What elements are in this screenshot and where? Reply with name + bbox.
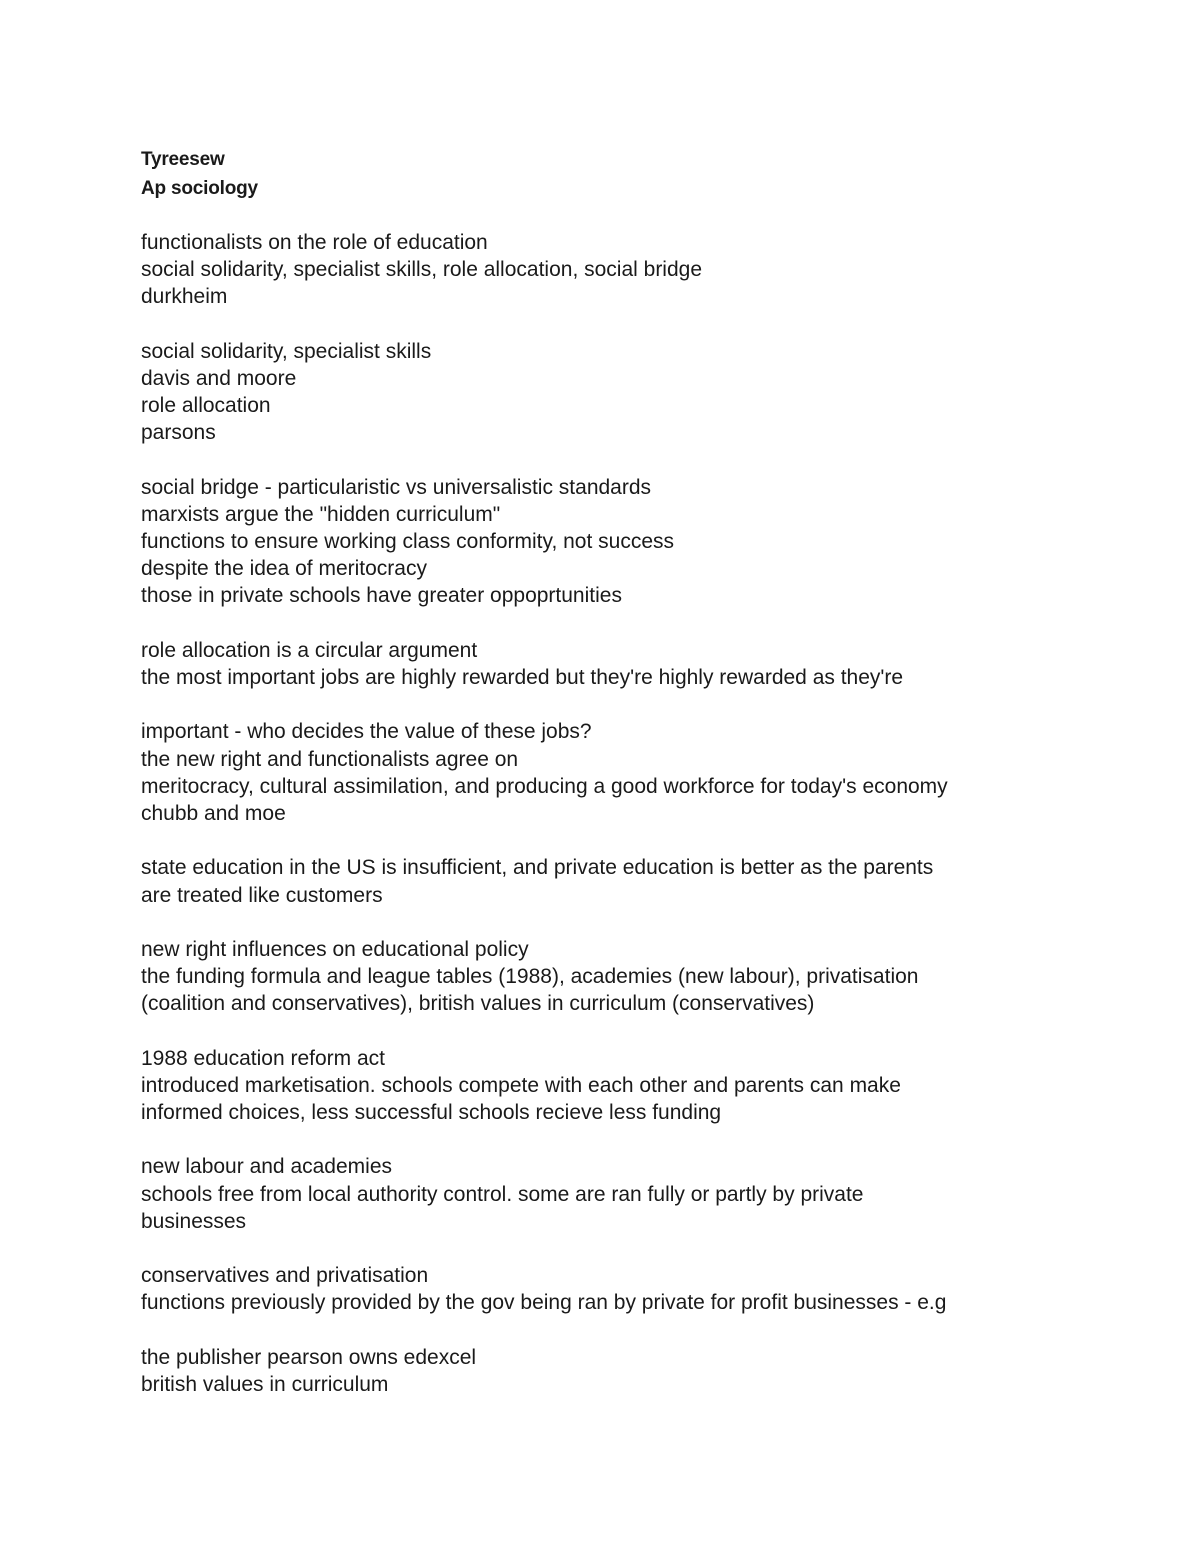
paragraph (141, 1344, 1141, 1398)
text-line: despite the idea of meritocracy (141, 557, 427, 581)
text-line: meritocracy, cultural assimilation, and producing a good workforce for today's economy (141, 774, 948, 798)
paragraph (141, 1153, 1141, 1235)
paragraph-spacer (141, 1017, 1141, 1044)
paragraph-spacer (141, 1126, 1141, 1153)
text-line: social solidarity, specialist skills (141, 339, 432, 363)
author-name: Tyreesew (141, 149, 225, 170)
paragraph-spacer (141, 610, 1141, 637)
text-line: the publisher pearson owns edexcel (141, 1345, 477, 1369)
document-body (141, 145, 1141, 1398)
text-line: marxists argue the "hidden curriculum" (141, 502, 501, 526)
text-line: important - who decides the value of these jobs? (141, 720, 592, 744)
text-line: informed choices, less successful schools recieve less funding (141, 1101, 722, 1124)
text-line: functionalists on the role of education (141, 231, 488, 254)
text-line: the new right and functionalists agree on (141, 747, 519, 771)
text-line: introduced marketisation. schools compete with each other and parents can make (141, 1073, 901, 1097)
text-line: chubb and moe (141, 801, 286, 825)
paragraph (141, 718, 1141, 827)
paragraph-spacer (141, 909, 1141, 936)
text-line: 1988 education reform act (141, 1046, 385, 1070)
text-line: durkheim (141, 285, 228, 309)
text-line: schools free from local authority control. some are ran fully or partly by private (141, 1182, 864, 1206)
paragraph (141, 1045, 1141, 1127)
text-line: new labour and academies (141, 1155, 392, 1179)
paragraph-spacer (141, 1235, 1141, 1262)
text-line: state education in the US is insufficient, and private education is better as the parents (141, 856, 934, 880)
text-line: are treated like customers (141, 883, 383, 907)
text-line: the funding formula and league tables (1988), academies (new labour), privatisation (141, 965, 919, 989)
paragraph-spacer (141, 691, 1141, 718)
text-line: (coalition and conservatives), british values in curriculum (conservatives) (141, 992, 815, 1016)
text-line: social bridge - particularistic vs universalistic standards (141, 475, 652, 499)
text-line: conservatives and privatisation (141, 1264, 429, 1288)
paragraph-spacer (141, 827, 1141, 854)
paragraph-spacer (141, 447, 1141, 474)
paragraph (141, 474, 1141, 610)
paragraph (141, 338, 1141, 447)
text-line: functions previously provided by the gov being ran by private for profit businesses - e.g (141, 1291, 947, 1315)
text-line: british values in curriculum (141, 1372, 389, 1396)
text-line: parsons (141, 421, 216, 445)
paragraph (141, 637, 1141, 691)
text-line: role allocation is a circular argument (141, 638, 478, 662)
paragraph-spacer (141, 311, 1141, 338)
paragraph (141, 229, 1141, 311)
paragraph (141, 936, 1141, 1018)
text-line: role allocation (141, 394, 271, 418)
text-line: functions to ensure working class conformity, not success (141, 530, 675, 554)
text-line: the most important jobs are highly rewarded but they're highly rewarded as they're (141, 666, 904, 689)
text-line: davis and moore (141, 366, 297, 390)
paragraph (141, 1262, 1141, 1316)
text-line: social solidarity, specialist skills, role allocation, social bridge (141, 258, 703, 282)
text-line: those in private schools have greater oppoprtunities (141, 584, 622, 608)
paragraph-spacer (141, 1317, 1141, 1344)
spacer (141, 203, 1141, 229)
text-line: businesses (141, 1209, 247, 1233)
text-line: new right influences on educational policy (141, 937, 529, 961)
notes-paragraphs (141, 229, 1141, 1398)
course-title: Ap sociology (141, 178, 258, 199)
paragraph (141, 854, 1141, 908)
